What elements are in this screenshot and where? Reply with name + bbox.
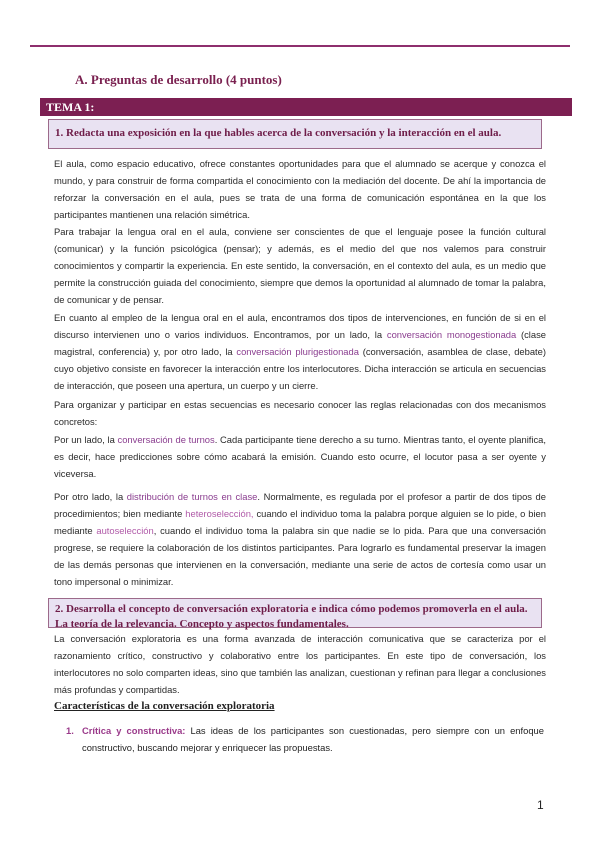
term-distribucion-turnos: distribución de turnos en clase [126,491,258,502]
tema-bar: TEMA 1: [40,98,572,116]
paragraph-6-text-c: cuando el individuo toma la palabra porque alguien se lo pide, o bien mediante [54,508,546,536]
paragraph-3 [54,309,546,394]
term-heteroseleccion: heteroselección, [185,508,254,519]
list-item [66,722,544,756]
paragraph-6-text-a: Por otro lado, la [54,491,127,502]
term-plurigestionada: conversación plurigestionada [236,346,359,357]
term-monogestionada: conversación monogestionada [386,329,517,340]
term-autoseleccion: autoselección [96,525,154,536]
paragraph-7: La conversación exploratoria es una forma avanzada de interacción comunicativa que se caracteriza por el razonamiento crítico, constructivo y colaborativo entre los participantes. En este tipo de conversación, los interlocutores no solo comparten ideas, sino que también las analizan, cuestionan y refinan para llegar a conclusiones más profundas y compartidas. [54,633,546,695]
paragraph-3-text-b: (clase magistral, conferencia) y, por otro lado, la [54,329,546,357]
paragraph-3-text-c: (conversación, asamblea de clase, debate) cuyo objetivo consiste en favorecer la interacción entre los interlocutores. Dicha interacción se articula en secuencias de interacción, que poseen una apertura, un cuerpo y un cierre. [54,346,547,391]
list-item-text: Las ideas de los participantes son cuestionadas, pero siempre con un enfoque constructivo, buscando mejorar y enriquecer las propuestas. [82,725,544,753]
paragraph-5-text-b: . Cada participante tiene derecho a su turno. Mientras tanto, el oyente planifica, es decir, hace predicciones sobre cómo acabará la emisión. Cuando esto ocurre, el locutor pasa a ser oyente y viceversa. [54,434,546,479]
header-rule [30,45,570,47]
paragraph-6 [54,488,546,590]
paragraph-1: El aula, como espacio educativo, ofrece constantes oportunidades para que el alumnado se acerque y conozca el mundo, y para construir de forma compartida el conocimiento con la mediación del docente. De ahí la importancia de reforzar la conversación en el aula, pues se trata de una forma de comunicación espontánea en la que los participantes mantienen una relación simétrica. [54,158,546,220]
paragraph-5 [54,431,546,482]
page-number: 1 [537,798,544,812]
paragraph-4: Para organizar y participar en estas secuencias es necesario conocer las reglas relacionadas con dos mecanismos concretos: [54,399,546,427]
question-1-box: 1. Redacta una exposición en la que hables acerca de la conversación y la interacción en el aula. [48,119,542,149]
list-item-term: Crítica y constructiva: [82,725,186,736]
term-conversacion-turnos: conversación de turnos [117,434,215,445]
list-item-number: 1. [66,725,74,736]
characteristics-heading: Características de la conversación exploratoria [54,700,275,712]
question-2-box: 2. Desarrolla el concepto de conversación exploratoria e indica cómo podemos promoverla en el aula. La teoría de la relevancia. Concepto y aspectos fundamentales. [48,598,542,628]
paragraph-3-text-a: En cuanto al empleo de la lengua oral en el aula, encontramos dos tipos de intervenciones, en función de si en el discurso intervienen uno o varios individuos. Encontramos, por un lado, la [54,312,546,340]
paragraph-6-text-b: . Normalmente, es regulada por el profesor a partir de dos tipos de procedimientos; bien mediante [54,491,546,519]
paragraph-5-text-a: Por un lado, la [54,434,118,445]
paragraph-2: Para trabajar la lengua oral en el aula, conviene ser conscientes de que el lenguaje posee la función cultural (comunicar) y la función psicológica (pensar); y además, es el medio del que nos valemos para construir conocimientos y compartir la experiencia. En este sentido, la conversación, en el contexto del aula, es un medio que permite la construcción guiada del conocimiento, siempre que demos la oportunidad al alumnado de tomar la palabra, de comunicar y de pensar. [54,226,546,305]
paragraph-6-text-d: , cuando el individuo toma la palabra sin que nadie se lo pida. Para que una conversación progrese, se requiere la colaboración de los distintos participantes. Para lograrlo es fundamental preservar la imagen de las demás personas que intervienen en la conversación, mediante una serie de actos de cortesía como usar un tono impersonal o minimizar. [54,525,547,587]
section-title: A. Preguntas de desarrollo (4 puntos) [75,72,282,87]
